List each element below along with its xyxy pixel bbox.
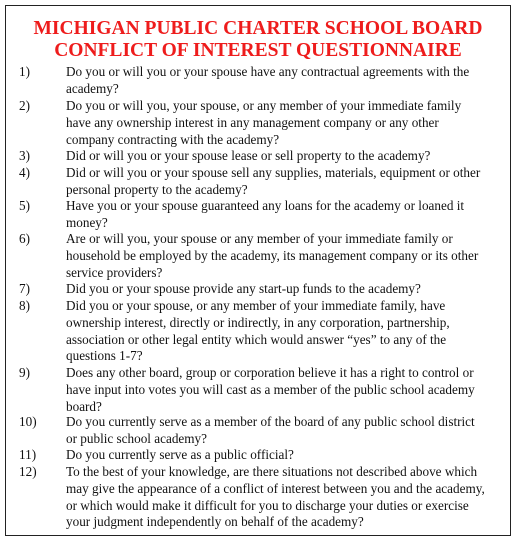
question-number: 9) [19, 365, 30, 380]
question-text [66, 365, 506, 415]
question-text-line: have any ownership interest in any management company or any other [66, 114, 439, 130]
question-text-line: money? [66, 214, 108, 230]
question-text-line: Did or will you or your spouse lease or sell property to the academy? [66, 148, 431, 163]
question-text-line: or which would make it difficult for you to discharge your duties or exercise [66, 497, 469, 513]
question-text [66, 165, 506, 199]
question-number: 5) [19, 198, 30, 213]
question-text-line: Did you or your spouse, or any member of your immediate family, have [66, 298, 446, 313]
question-number: 8) [19, 298, 30, 313]
question-text [66, 298, 506, 365]
question-text [66, 98, 506, 148]
question-text-line: service providers? [66, 264, 163, 280]
question-text-line: household be employed by the academy, its management company or its other [66, 247, 479, 263]
question-text-line: have input into votes you will cast as a member of the public school academy [66, 381, 475, 397]
document-title-line-2: CONFLICT OF INTEREST QUESTIONNAIRE [54, 40, 462, 61]
question-text-line: association or other legal entity which would answer “yes” to any of the [66, 331, 447, 347]
question-text-line: Do you currently serve as a public official? [66, 447, 294, 462]
question-text [66, 414, 506, 448]
question-text-line: personal property to the academy? [66, 181, 248, 197]
question-text [66, 64, 506, 98]
question-text-line: Do you or will you or your spouse have any contractual agreements with the [66, 64, 470, 79]
question-text [66, 148, 506, 165]
question-number: 3) [19, 148, 30, 163]
question-number: 11) [19, 447, 37, 462]
question-text-line: Are or will you, your spouse or any member of your immediate family or [66, 231, 453, 246]
question-text-line: Does any other board, group or corporation believe it has a right to control or [66, 365, 474, 380]
question-text [66, 464, 506, 531]
question-number: 4) [19, 165, 30, 180]
question-text-line: may give the appearance of a conflict of interest between you and the academy, [66, 480, 485, 496]
question-number: 10) [19, 414, 37, 429]
question-text-line: or public school academy? [66, 430, 207, 446]
question-number: 12) [19, 464, 37, 479]
question-text-line: board? [66, 398, 102, 414]
question-text [66, 281, 506, 298]
question-text [66, 231, 506, 281]
question-text-line: company contracting with the academy? [66, 131, 280, 147]
question-text-line: To the best of your knowledge, are there situations not described above which [66, 464, 478, 479]
document-title-line-1: MICHIGAN PUBLIC CHARTER SCHOOL BOARD [33, 18, 483, 39]
question-text-line: Did you or your spouse provide any start-up funds to the academy? [66, 281, 421, 296]
questionnaire-frame [5, 5, 511, 536]
question-text-line: questions 1-7? [66, 348, 143, 364]
question-text-line: Do you or will you, your spouse, or any member of your immediate family [66, 98, 462, 113]
question-text [66, 447, 506, 464]
question-text-line: Did or will you or your spouse sell any supplies, materials, equipment or other [66, 165, 481, 180]
question-text-line: your judgment independently on behalf of the academy? [66, 514, 364, 530]
question-number: 6) [19, 231, 30, 246]
question-text-line: Do you currently serve as a member of the board of any public school district [66, 414, 475, 429]
question-text-line: ownership interest, directly or indirectly, in any corporation, partnership, [66, 314, 450, 330]
question-number: 1) [19, 64, 30, 79]
question-text-line: Have you or your spouse guaranteed any loans for the academy or loaned it [66, 198, 465, 213]
question-number: 7) [19, 281, 30, 296]
question-text-line: academy? [66, 80, 119, 96]
question-number: 2) [19, 98, 30, 113]
question-text [66, 198, 506, 232]
